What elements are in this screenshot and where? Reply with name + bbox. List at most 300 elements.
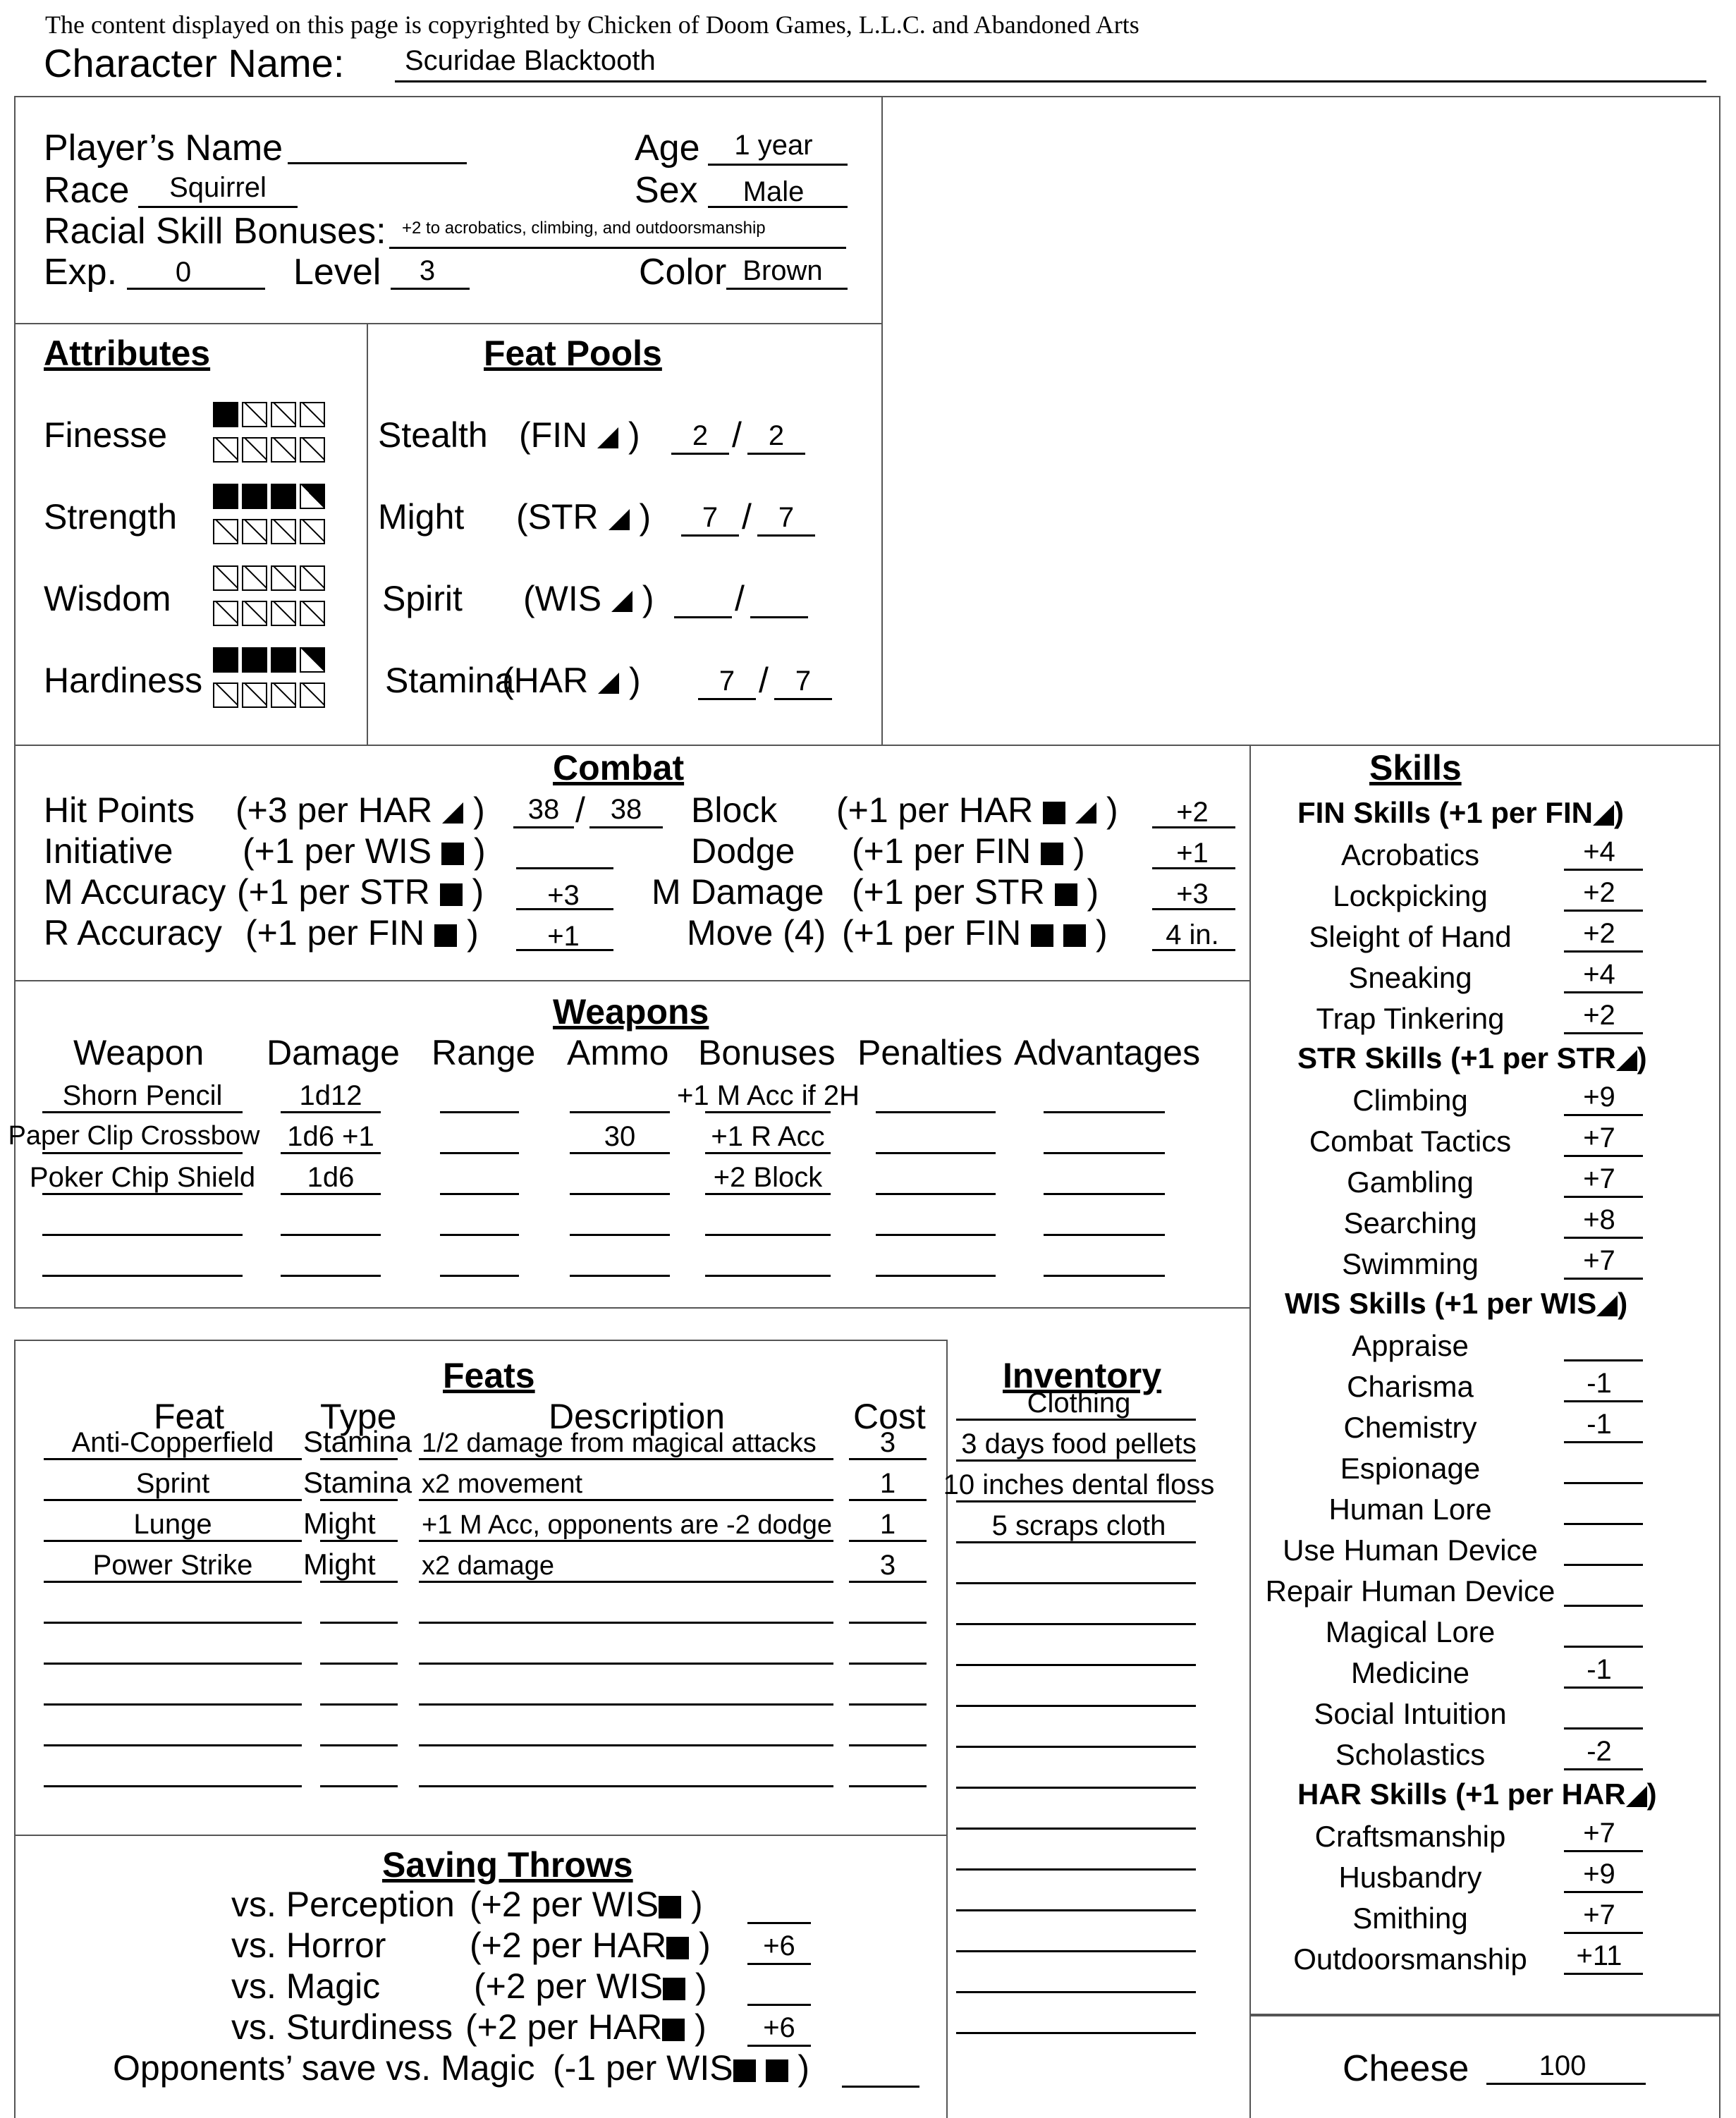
- attribute-point-box[interactable]: [300, 484, 325, 509]
- feat-cell-field[interactable]: [419, 1622, 833, 1624]
- feat-cell-field[interactable]: [849, 1581, 927, 1583]
- half-box-icon: [1616, 1050, 1637, 1071]
- skill-group-title: STR Skills (+1 per STR: [1297, 1041, 1616, 1075]
- saving-throw-label: Opponents’ save vs. Magic: [113, 2048, 535, 2088]
- weapon-cell-field[interactable]: [876, 1234, 996, 1236]
- attribute-point-box[interactable]: [242, 601, 267, 626]
- feat-pool-max-field[interactable]: [750, 616, 808, 618]
- skills-heading: Skills: [1369, 748, 1462, 788]
- racial-bonus-value: +2 to acrobatics, climbing, and outdoorsmanship: [402, 219, 766, 238]
- attribute-point-box[interactable]: [271, 682, 296, 708]
- skill-value: +7: [1583, 1163, 1615, 1194]
- feat-column-header: Description: [549, 1397, 726, 1436]
- attribute-point-box[interactable]: [213, 601, 238, 626]
- sex-value: Male: [742, 176, 805, 207]
- skill-value-field[interactable]: [1564, 1850, 1643, 1852]
- inventory-line[interactable]: [956, 1705, 1196, 1707]
- attribute-box-row: [213, 484, 329, 512]
- feat-cell-field[interactable]: [849, 1744, 927, 1746]
- attribute-point-box[interactable]: [271, 519, 296, 544]
- inventory-line[interactable]: [956, 1950, 1196, 1952]
- feat-pool-max-field[interactable]: [747, 453, 805, 455]
- skill-group-title: FIN Skills (+1 per FIN: [1297, 796, 1593, 829]
- half-box-icon: [1075, 802, 1096, 824]
- attribute-box-row: [213, 682, 329, 711]
- weapon-cell-field[interactable]: [876, 1111, 996, 1113]
- feat-cell-field[interactable]: [44, 1744, 302, 1746]
- inventory-item: 5 scraps cloth: [991, 1510, 1166, 1541]
- rule-text: (+2 per HAR: [465, 2007, 663, 2047]
- skill-group-heading: WIS Skills (+1 per WIS ): [1285, 1287, 1628, 1320]
- rule-text: (+1 per STR: [852, 872, 1045, 912]
- skill-name: Medicine: [1350, 1656, 1470, 1689]
- saving-throws-heading: Saving Throws: [382, 1845, 633, 1885]
- attribute-point-box[interactable]: [300, 437, 325, 463]
- feat-cell-field[interactable]: [849, 1663, 927, 1665]
- attribute-name: Finesse: [44, 415, 168, 455]
- slash: /: [742, 497, 752, 537]
- attribute-point-box[interactable]: [213, 484, 238, 509]
- skill-value-field[interactable]: [1564, 950, 1643, 953]
- weapon-cell-field[interactable]: [1044, 1193, 1165, 1195]
- saving-throw-rule: (-1 per WIS ): [553, 2048, 810, 2088]
- feat-cell-field[interactable]: [44, 1703, 302, 1706]
- feat-cell-field[interactable]: [320, 1458, 398, 1460]
- skill-name: Trap Tinkering: [1316, 1002, 1505, 1035]
- saving-throw-rule: (+2 per HAR ): [465, 2007, 707, 2047]
- skill-value-field[interactable]: [1564, 991, 1643, 993]
- attribute-point-box[interactable]: [271, 484, 296, 509]
- weapon-cell-field[interactable]: [281, 1152, 381, 1154]
- combat-value: +1: [1176, 838, 1209, 869]
- skill-value: -1: [1587, 1368, 1612, 1399]
- color-label: Color: [639, 252, 727, 293]
- attribute-point-box[interactable]: [242, 519, 267, 544]
- feat-cell-field[interactable]: [44, 1540, 302, 1542]
- feat-description: x2 damage: [422, 1551, 555, 1581]
- combat-stat-rule: [245, 913, 479, 953]
- half-box-icon: [442, 802, 463, 824]
- feat-cell-field[interactable]: [849, 1622, 927, 1624]
- saving-throw-label: vs. Horror: [231, 1926, 386, 1965]
- skill-value: +2: [1583, 877, 1615, 908]
- feat-pool-current-field[interactable]: [671, 453, 729, 455]
- weapon-cell-field[interactable]: [876, 1193, 996, 1195]
- skill-value: +4: [1583, 836, 1615, 867]
- attribute-point-box[interactable]: [213, 519, 238, 544]
- inventory-line[interactable]: [956, 1991, 1196, 1993]
- feat-cell: 1: [879, 1468, 896, 1499]
- skill-value-field[interactable]: [1564, 1359, 1643, 1361]
- skill-name: Gambling: [1347, 1165, 1474, 1199]
- hp-current-field[interactable]: [513, 826, 574, 828]
- attribute-point-box[interactable]: [300, 682, 325, 708]
- weapon-cell: 1d6 +1: [287, 1121, 374, 1152]
- weapon-cell-field[interactable]: [42, 1152, 243, 1154]
- feat-pool-name: Stealth: [378, 415, 488, 455]
- saving-throw-label: vs. Perception: [231, 1885, 455, 1924]
- attribute-box-row: [213, 565, 329, 594]
- inventory-item: 10 inches dental floss: [943, 1469, 1215, 1500]
- weapon-column-header: Ammo: [567, 1033, 669, 1072]
- rule-text: (+1 per FIN: [852, 831, 1032, 871]
- full-box-icon: [666, 1937, 689, 1959]
- feat-pool-name: Stamina: [385, 661, 515, 700]
- skill-value-field[interactable]: [1564, 1441, 1643, 1443]
- weapon-cell: Shorn Pencil: [62, 1080, 223, 1111]
- combat-value: +2: [1176, 797, 1209, 828]
- age-label: Age: [635, 128, 700, 169]
- feat-column-header: Feat: [154, 1397, 225, 1436]
- skill-name: Magical Lore: [1325, 1615, 1496, 1648]
- weapon-cell-field[interactable]: [281, 1275, 381, 1277]
- weapon-cell-field[interactable]: [281, 1193, 381, 1195]
- feat-pool-attr: (FIN: [519, 415, 588, 455]
- skill-value-field[interactable]: [1564, 1400, 1643, 1402]
- rule-text: (+1 per FIN: [245, 913, 425, 953]
- attribute-point-box[interactable]: [242, 565, 267, 591]
- inventory-line[interactable]: [956, 1541, 1196, 1543]
- inventory-line[interactable]: [956, 1623, 1196, 1625]
- inventory-line[interactable]: [956, 1828, 1196, 1830]
- weapon-cell-field[interactable]: [705, 1152, 831, 1154]
- skill-name: Charisma: [1347, 1370, 1474, 1403]
- saving-throw-field[interactable]: [747, 1922, 811, 1924]
- feat-column-header: Type: [320, 1397, 397, 1436]
- rule-close: ): [1087, 872, 1099, 912]
- saving-throw-label: vs. Sturdiness: [231, 2007, 453, 2047]
- skill-name: Appraise: [1352, 1329, 1469, 1362]
- skill-value-field[interactable]: [1564, 1768, 1643, 1770]
- attribute-point-box[interactable]: [242, 682, 267, 708]
- feat-cell: 3: [879, 1427, 896, 1458]
- attribute-point-box[interactable]: [242, 437, 267, 463]
- feat-cell: 1: [879, 1509, 896, 1540]
- saving-throw-field[interactable]: [747, 2045, 811, 2047]
- skill-name: Repair Human Device: [1265, 1574, 1555, 1608]
- attribute-point-box[interactable]: [300, 519, 325, 544]
- exp-value: 0: [175, 257, 192, 288]
- attributes-heading: Attributes: [44, 333, 211, 373]
- weapon-cell-field[interactable]: [1044, 1234, 1165, 1236]
- skill-group-heading: HAR Skills (+1 per HAR ): [1297, 1777, 1657, 1811]
- attribute-point-box[interactable]: [213, 402, 238, 427]
- feat-cell-field[interactable]: [849, 1703, 927, 1706]
- feat-cell-field[interactable]: [44, 1622, 302, 1624]
- attribute-point-box[interactable]: [213, 565, 238, 591]
- combat-stat-label: Move (4): [687, 913, 826, 953]
- inventory-line[interactable]: [956, 1500, 1196, 1502]
- feat-cell-field[interactable]: [44, 1785, 302, 1787]
- feat-type: Stamina: [303, 1466, 412, 1499]
- color-field[interactable]: [726, 288, 848, 290]
- inventory-line[interactable]: [956, 1868, 1196, 1871]
- skill-name: Chemistry: [1343, 1411, 1477, 1444]
- inventory-line[interactable]: [956, 1419, 1196, 1421]
- feat-pool-current-field[interactable]: [681, 534, 739, 537]
- feat-cell: 3: [879, 1550, 896, 1581]
- attribute-point-box[interactable]: [213, 647, 238, 673]
- full-box-icon: [434, 924, 457, 947]
- weapon-cell-field[interactable]: [1044, 1111, 1165, 1113]
- weapon-cell-field[interactable]: [281, 1111, 381, 1113]
- skill-name: Human Lore: [1328, 1493, 1492, 1526]
- exp-label: Exp.: [44, 252, 118, 293]
- weapon-cell-field[interactable]: [705, 1111, 831, 1113]
- attribute-point-box[interactable]: [242, 484, 267, 509]
- weapon-cell-field[interactable]: [1044, 1152, 1165, 1154]
- saving-throw-field[interactable]: [747, 2004, 811, 2006]
- feat-pool-rule: (FIN ): [519, 415, 640, 455]
- weapon-cell-field[interactable]: [570, 1234, 670, 1236]
- feat-cell-field[interactable]: [320, 1499, 398, 1501]
- attribute-point-box[interactable]: [271, 402, 296, 427]
- full-box-icon: [1041, 843, 1063, 865]
- feat-cell-field[interactable]: [320, 1744, 398, 1746]
- feat-cell-field[interactable]: [849, 1785, 927, 1787]
- feat-cell: Lunge: [133, 1509, 212, 1540]
- attribute-point-box[interactable]: [300, 647, 325, 673]
- half-box-icon: [597, 427, 618, 448]
- combat-stat-rule: [236, 792, 485, 828]
- skill-value-field[interactable]: [1564, 869, 1643, 871]
- attribute-point-box[interactable]: [300, 402, 325, 427]
- weapon-cell: Poker Chip Shield: [29, 1162, 256, 1193]
- combat-stat-label: Dodge: [691, 831, 795, 871]
- attribute-point-box[interactable]: [271, 647, 296, 673]
- weapon-cell-field[interactable]: [705, 1275, 831, 1277]
- skill-value: +9: [1583, 1859, 1615, 1890]
- racial-bonus-label: Racial Skill Bonuses:: [44, 211, 386, 252]
- weapon-cell-field[interactable]: [876, 1152, 996, 1154]
- weapon-cell-field[interactable]: [570, 1152, 670, 1154]
- feat-cell-field[interactable]: [419, 1581, 833, 1583]
- weapon-cell-field[interactable]: [705, 1193, 831, 1195]
- saving-throw-field[interactable]: [842, 2086, 919, 2088]
- hp-max-field[interactable]: [589, 826, 663, 828]
- feat-pool-current-field[interactable]: [698, 698, 756, 700]
- attribute-point-box[interactable]: [271, 437, 296, 463]
- combat-stat-rule: [852, 874, 1099, 910]
- feat-description: 1/2 damage from magical attacks: [422, 1428, 817, 1458]
- feat-cell-field[interactable]: [419, 1458, 833, 1460]
- inventory-line[interactable]: [956, 2032, 1196, 2034]
- combat-value: +3: [547, 880, 580, 911]
- weapon-cell: 1d6: [307, 1162, 355, 1193]
- level-field[interactable]: [391, 288, 470, 290]
- weapon-cell-field[interactable]: [570, 1275, 670, 1277]
- weapon-cell: +1 R Acc: [711, 1121, 825, 1152]
- attribute-box-row: [213, 647, 329, 675]
- weapon-cell-field[interactable]: [876, 1275, 996, 1277]
- feat-cell-field[interactable]: [419, 1703, 833, 1706]
- attribute-point-box[interactable]: [271, 565, 296, 591]
- inventory-line[interactable]: [956, 1664, 1196, 1666]
- inventory-line[interactable]: [956, 1746, 1196, 1748]
- feat-cell-field[interactable]: [320, 1581, 398, 1583]
- skill-name: Craftsmanship: [1314, 1820, 1506, 1853]
- exp-field[interactable]: [127, 288, 265, 290]
- weapon-cell-field[interactable]: [440, 1193, 519, 1195]
- skill-value: +7: [1583, 1899, 1615, 1930]
- skill-value: -2: [1587, 1736, 1612, 1767]
- weapon-cell-field[interactable]: [440, 1152, 519, 1154]
- feat-description: +1 M Acc, opponents are -2 dodge: [422, 1510, 833, 1540]
- attribute-name: Wisdom: [44, 579, 171, 618]
- weapon-cell-field[interactable]: [42, 1111, 243, 1113]
- weapon-cell-field[interactable]: [570, 1111, 670, 1113]
- feat-pool-max-field[interactable]: [757, 534, 815, 537]
- attribute-point-box[interactable]: [300, 565, 325, 591]
- sex-label: Sex: [635, 170, 698, 211]
- feat-cell-field[interactable]: [44, 1663, 302, 1665]
- skill-value-field[interactable]: [1564, 1605, 1643, 1607]
- combat-value: 4 in.: [1166, 919, 1219, 950]
- skill-value: +9: [1583, 1082, 1615, 1113]
- full-box-icon: [733, 2059, 756, 2082]
- inventory-line[interactable]: [956, 1459, 1196, 1462]
- inventory-line[interactable]: [956, 1787, 1196, 1789]
- feat-pool-max: 7: [795, 666, 812, 697]
- weapons-heading: Weapons: [553, 992, 709, 1032]
- skill-value-field[interactable]: [1564, 1155, 1643, 1157]
- rule-text: (+3 per HAR: [236, 790, 433, 830]
- weapon-cell-field[interactable]: [440, 1111, 519, 1113]
- combat-stat-label: M Accuracy: [44, 872, 226, 912]
- attribute-point-box[interactable]: [300, 601, 325, 626]
- skill-value-field[interactable]: [1564, 1196, 1643, 1198]
- skill-value-field[interactable]: [1564, 1727, 1643, 1730]
- attribute-box-row: [213, 437, 329, 465]
- portrait-panel[interactable]: [881, 96, 1720, 746]
- feat-pool-attr: (STR: [516, 497, 599, 537]
- feat-cell-field[interactable]: [320, 1622, 398, 1624]
- inventory-line[interactable]: [956, 1582, 1196, 1584]
- feat-cell-field[interactable]: [320, 1663, 398, 1665]
- feat-cell-field[interactable]: [419, 1744, 833, 1746]
- skill-value-field[interactable]: [1564, 1237, 1643, 1239]
- weapon-cell-field[interactable]: [570, 1193, 670, 1195]
- weapon-cell-field[interactable]: [705, 1234, 831, 1236]
- feat-cell-field[interactable]: [419, 1499, 833, 1501]
- attribute-point-box[interactable]: [271, 601, 296, 626]
- skill-name: Lockpicking: [1333, 879, 1488, 912]
- skill-value: +7: [1583, 1245, 1615, 1276]
- skill-group-heading: STR Skills (+1 per STR ): [1297, 1041, 1647, 1075]
- weapon-cell-field[interactable]: [1044, 1275, 1165, 1277]
- feat-cell-field[interactable]: [320, 1540, 398, 1542]
- feat-pool-rule: (HAR ): [502, 661, 641, 700]
- feat-cell-field[interactable]: [419, 1663, 833, 1665]
- cheese-label: Cheese: [1343, 2048, 1469, 2089]
- attribute-point-box[interactable]: [213, 682, 238, 708]
- feat-cell-field[interactable]: [44, 1581, 302, 1583]
- level-value: 3: [419, 255, 436, 286]
- feat-cell-field[interactable]: [849, 1499, 927, 1501]
- weapon-cell-field[interactable]: [42, 1234, 243, 1236]
- feat-cell-field[interactable]: [849, 1540, 927, 1542]
- skill-value-field[interactable]: [1564, 910, 1643, 912]
- half-box-icon: [1596, 1295, 1618, 1316]
- character-name-field[interactable]: [395, 80, 1706, 82]
- skill-name: Acrobatics: [1340, 838, 1480, 871]
- combat-stat-label: Block: [691, 790, 778, 830]
- saving-throw-value: +6: [763, 2012, 795, 2043]
- weapon-cell-field[interactable]: [440, 1234, 519, 1236]
- rule-close: ): [1095, 913, 1108, 953]
- feat-cell-field[interactable]: [320, 1703, 398, 1706]
- feat-cell-field[interactable]: [320, 1785, 398, 1787]
- cheese-field[interactable]: [1486, 2083, 1646, 2085]
- skill-name: Searching: [1343, 1206, 1477, 1239]
- skill-value-field[interactable]: [1564, 1278, 1643, 1280]
- feat-pool-max-field[interactable]: [774, 698, 832, 700]
- skill-value-field[interactable]: [1564, 1523, 1643, 1525]
- full-box-icon: [1063, 924, 1086, 947]
- combat-stat-label: Hit Points: [44, 790, 195, 830]
- weapon-cell: +1 M Acc if 2H: [677, 1080, 860, 1111]
- feat-cell-field[interactable]: [44, 1499, 302, 1501]
- full-box-icon: [659, 1896, 681, 1918]
- saving-throw-label: vs. Magic: [231, 1966, 381, 2006]
- feat-pool-rule: (WIS ): [523, 579, 654, 618]
- racial-bonus-field[interactable]: [389, 247, 846, 249]
- skill-value-field[interactable]: [1564, 1646, 1643, 1648]
- skill-name: Smithing: [1352, 1902, 1468, 1935]
- attribute-point-box[interactable]: [242, 402, 267, 427]
- skill-value-field[interactable]: [1564, 1932, 1643, 1934]
- weapon-cell-field[interactable]: [42, 1275, 243, 1277]
- age-field[interactable]: [708, 164, 848, 166]
- skill-value-field[interactable]: [1564, 1891, 1643, 1893]
- feat-cell-field[interactable]: [419, 1785, 833, 1787]
- race-value: Squirrel: [169, 172, 267, 203]
- race-field[interactable]: [138, 206, 298, 208]
- hp-max: 38: [610, 794, 642, 825]
- weapon-cell: Paper Clip Crossbow: [8, 1121, 260, 1151]
- skill-value-field[interactable]: [1564, 1564, 1643, 1566]
- character-name-label: Character Name:: [44, 41, 345, 85]
- feat-pool-current-field[interactable]: [674, 616, 732, 618]
- skill-value-field[interactable]: [1564, 1973, 1643, 1975]
- combat-stat-label: R Accuracy: [44, 913, 222, 953]
- half-box-icon: [611, 591, 632, 612]
- skill-name: Social Intuition: [1314, 1697, 1507, 1730]
- skill-name: Espionage: [1340, 1452, 1481, 1485]
- saving-throw-field[interactable]: [747, 1963, 811, 1965]
- skill-value-field[interactable]: [1564, 1114, 1643, 1116]
- weapon-cell-field[interactable]: [440, 1275, 519, 1277]
- skill-value-field[interactable]: [1564, 1482, 1643, 1484]
- feat-cell-field[interactable]: [44, 1458, 302, 1460]
- skill-value-field[interactable]: [1564, 1687, 1643, 1689]
- feat-pools-heading: Feat Pools: [484, 333, 662, 373]
- attribute-point-box[interactable]: [242, 647, 267, 673]
- attribute-point-box[interactable]: [213, 437, 238, 463]
- weapon-cell-field[interactable]: [42, 1193, 243, 1195]
- feat-cell-field[interactable]: [849, 1458, 927, 1460]
- cheese-value: 100: [1539, 2050, 1587, 2081]
- combat-value-field[interactable]: [516, 867, 613, 869]
- skill-value-field[interactable]: [1564, 1032, 1643, 1034]
- skill-group-title: HAR Skills (+1 per HAR: [1297, 1777, 1626, 1811]
- player-name-field[interactable]: [288, 162, 467, 164]
- feat-cell-field[interactable]: [419, 1540, 833, 1542]
- skill-value: +11: [1576, 1940, 1622, 1971]
- weapon-cell: 1d12: [299, 1080, 362, 1111]
- inventory-line[interactable]: [956, 1909, 1196, 1911]
- weapon-cell-field[interactable]: [281, 1234, 381, 1236]
